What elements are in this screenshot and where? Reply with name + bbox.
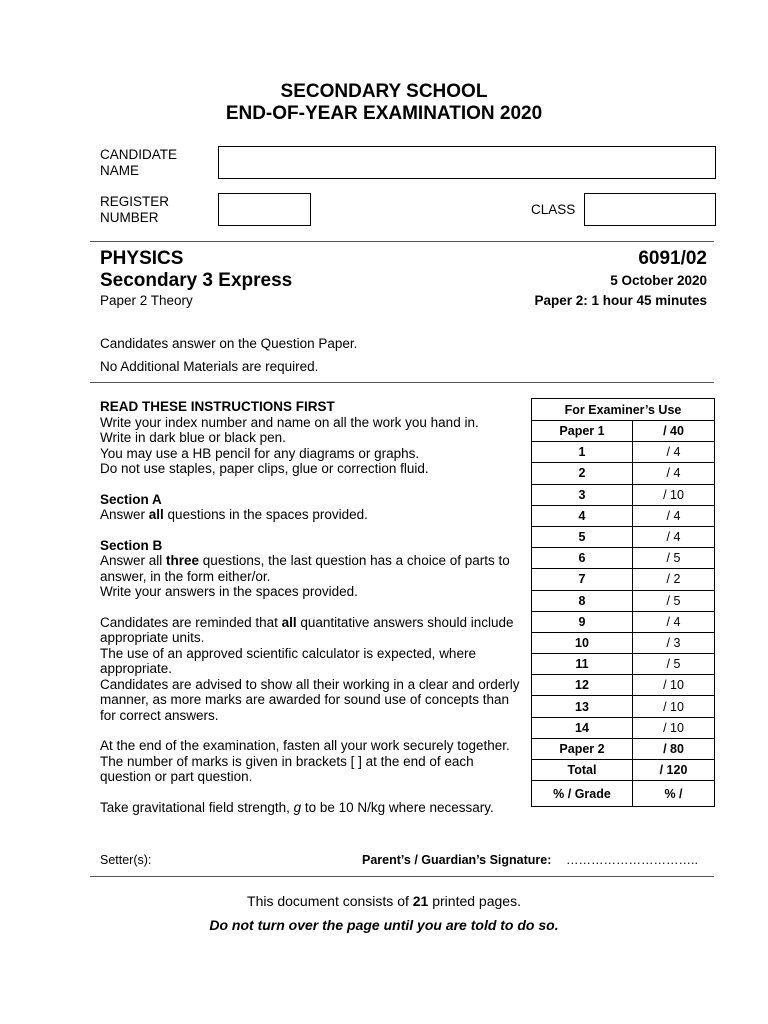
subject-title: PHYSICS	[100, 248, 184, 269]
table-row: 1 / 4	[532, 442, 715, 463]
calculator-note: The use of an approved scientific calculator is expected, where appropriate.	[100, 645, 476, 676]
instruction-line: Do not use staples, paper clips, glue or correction fluid.	[100, 461, 429, 476]
divider	[90, 382, 714, 383]
do-not-turn-warning: Do not turn over the page until you are told to do so.	[209, 917, 559, 933]
class-label: CLASS	[531, 202, 576, 217]
page-count-note: This document consists of 21 printed pages.	[247, 893, 521, 909]
candidate-name-field[interactable]	[218, 146, 716, 179]
section-b-heading: Section B	[100, 537, 163, 553]
table-row: 4 / 4	[532, 505, 715, 526]
paper-name: Paper 2 Theory	[100, 293, 193, 308]
divider	[90, 876, 714, 877]
candidate-name-label: CANDIDATE NAME	[100, 147, 178, 178]
section-b-text-2: Write your answers in the spaces provided.	[100, 584, 358, 599]
section-b-text: Answer all three questions, the last question has a choice of parts to answer, in the form either/or.	[100, 553, 510, 584]
exam-date: 5 October 2020	[610, 273, 707, 288]
table-row: 7 / 2	[532, 569, 715, 590]
materials-note: No Additional Materials are required.	[100, 359, 319, 374]
instructions-heading: READ THESE INSTRUCTIONS FIRST	[100, 399, 335, 414]
examiner-table	[531, 398, 715, 807]
table-row: 9 / 4	[532, 611, 715, 632]
table-row: 3 / 10	[532, 484, 715, 505]
table-row: 13 / 10	[532, 696, 715, 717]
signature-label: Parent’s / Guardian’s Signature:	[362, 853, 552, 867]
instruction-line: Write your index number and name on all the work you hand in.	[100, 414, 479, 430]
table-row: Total / 120	[532, 760, 715, 781]
divider	[90, 241, 714, 242]
level-title: Secondary 3 Express	[100, 270, 293, 291]
instruction-line: Write in dark blue or black pen.	[100, 430, 286, 445]
section-a-text: Answer all questions in the spaces provided.	[100, 507, 368, 522]
class-field[interactable]	[584, 193, 716, 226]
examiner-table-heading: For Examiner’s Use	[532, 399, 715, 421]
exam-title-line2: END-OF-YEAR EXAMINATION 2020	[225, 103, 543, 124]
gravity-note: Take gravitational field strength, g to be 10 N/kg where necessary.	[100, 799, 494, 815]
table-row: 8 / 5	[532, 590, 715, 611]
signature-line[interactable]: …………………………..	[566, 853, 698, 867]
register-number-field[interactable]	[218, 193, 311, 226]
exam-title-line1: SECONDARY SCHOOL	[280, 81, 488, 102]
instruction-line: You may use a HB pencil for any diagrams or graphs.	[100, 445, 420, 461]
table-row: 10 / 3	[532, 632, 715, 653]
setter-label: Setter(s):	[100, 853, 152, 867]
answer-note: Candidates answer on the Question Paper.	[100, 336, 358, 351]
table-row: Paper 2 / 80	[532, 738, 715, 759]
working-advice: Candidates are advised to show all their working in a clear and orderly manner, as more marks are awarded for sound use of concepts than for correct answers.	[100, 676, 520, 723]
marks-note: The number of marks is given in brackets [ ] at the end of each question or part question.	[100, 753, 474, 784]
table-row: Paper 1 / 40	[532, 421, 715, 442]
table-row: 14 / 10	[532, 717, 715, 738]
table-row: % / Grade % /	[532, 781, 715, 807]
exam-duration: Paper 2: 1 hour 45 minutes	[534, 293, 707, 308]
table-row: 5 / 4	[532, 526, 715, 547]
section-a-heading: Section A	[100, 491, 162, 507]
table-row: 11 / 5	[532, 654, 715, 675]
table-row: 6 / 5	[532, 548, 715, 569]
table-row: 2 / 4	[532, 463, 715, 484]
fasten-note: At the end of the examination, fasten all your work securely together.	[100, 738, 510, 753]
instructions-block	[100, 399, 520, 815]
table-row: 12 / 10	[532, 675, 715, 696]
register-number-label: REGISTER NUMBER	[100, 194, 170, 225]
paper-code: 6091/02	[638, 248, 707, 269]
units-reminder: Candidates are reminded that all quantitative answers should include appropriate units.	[100, 614, 514, 645]
